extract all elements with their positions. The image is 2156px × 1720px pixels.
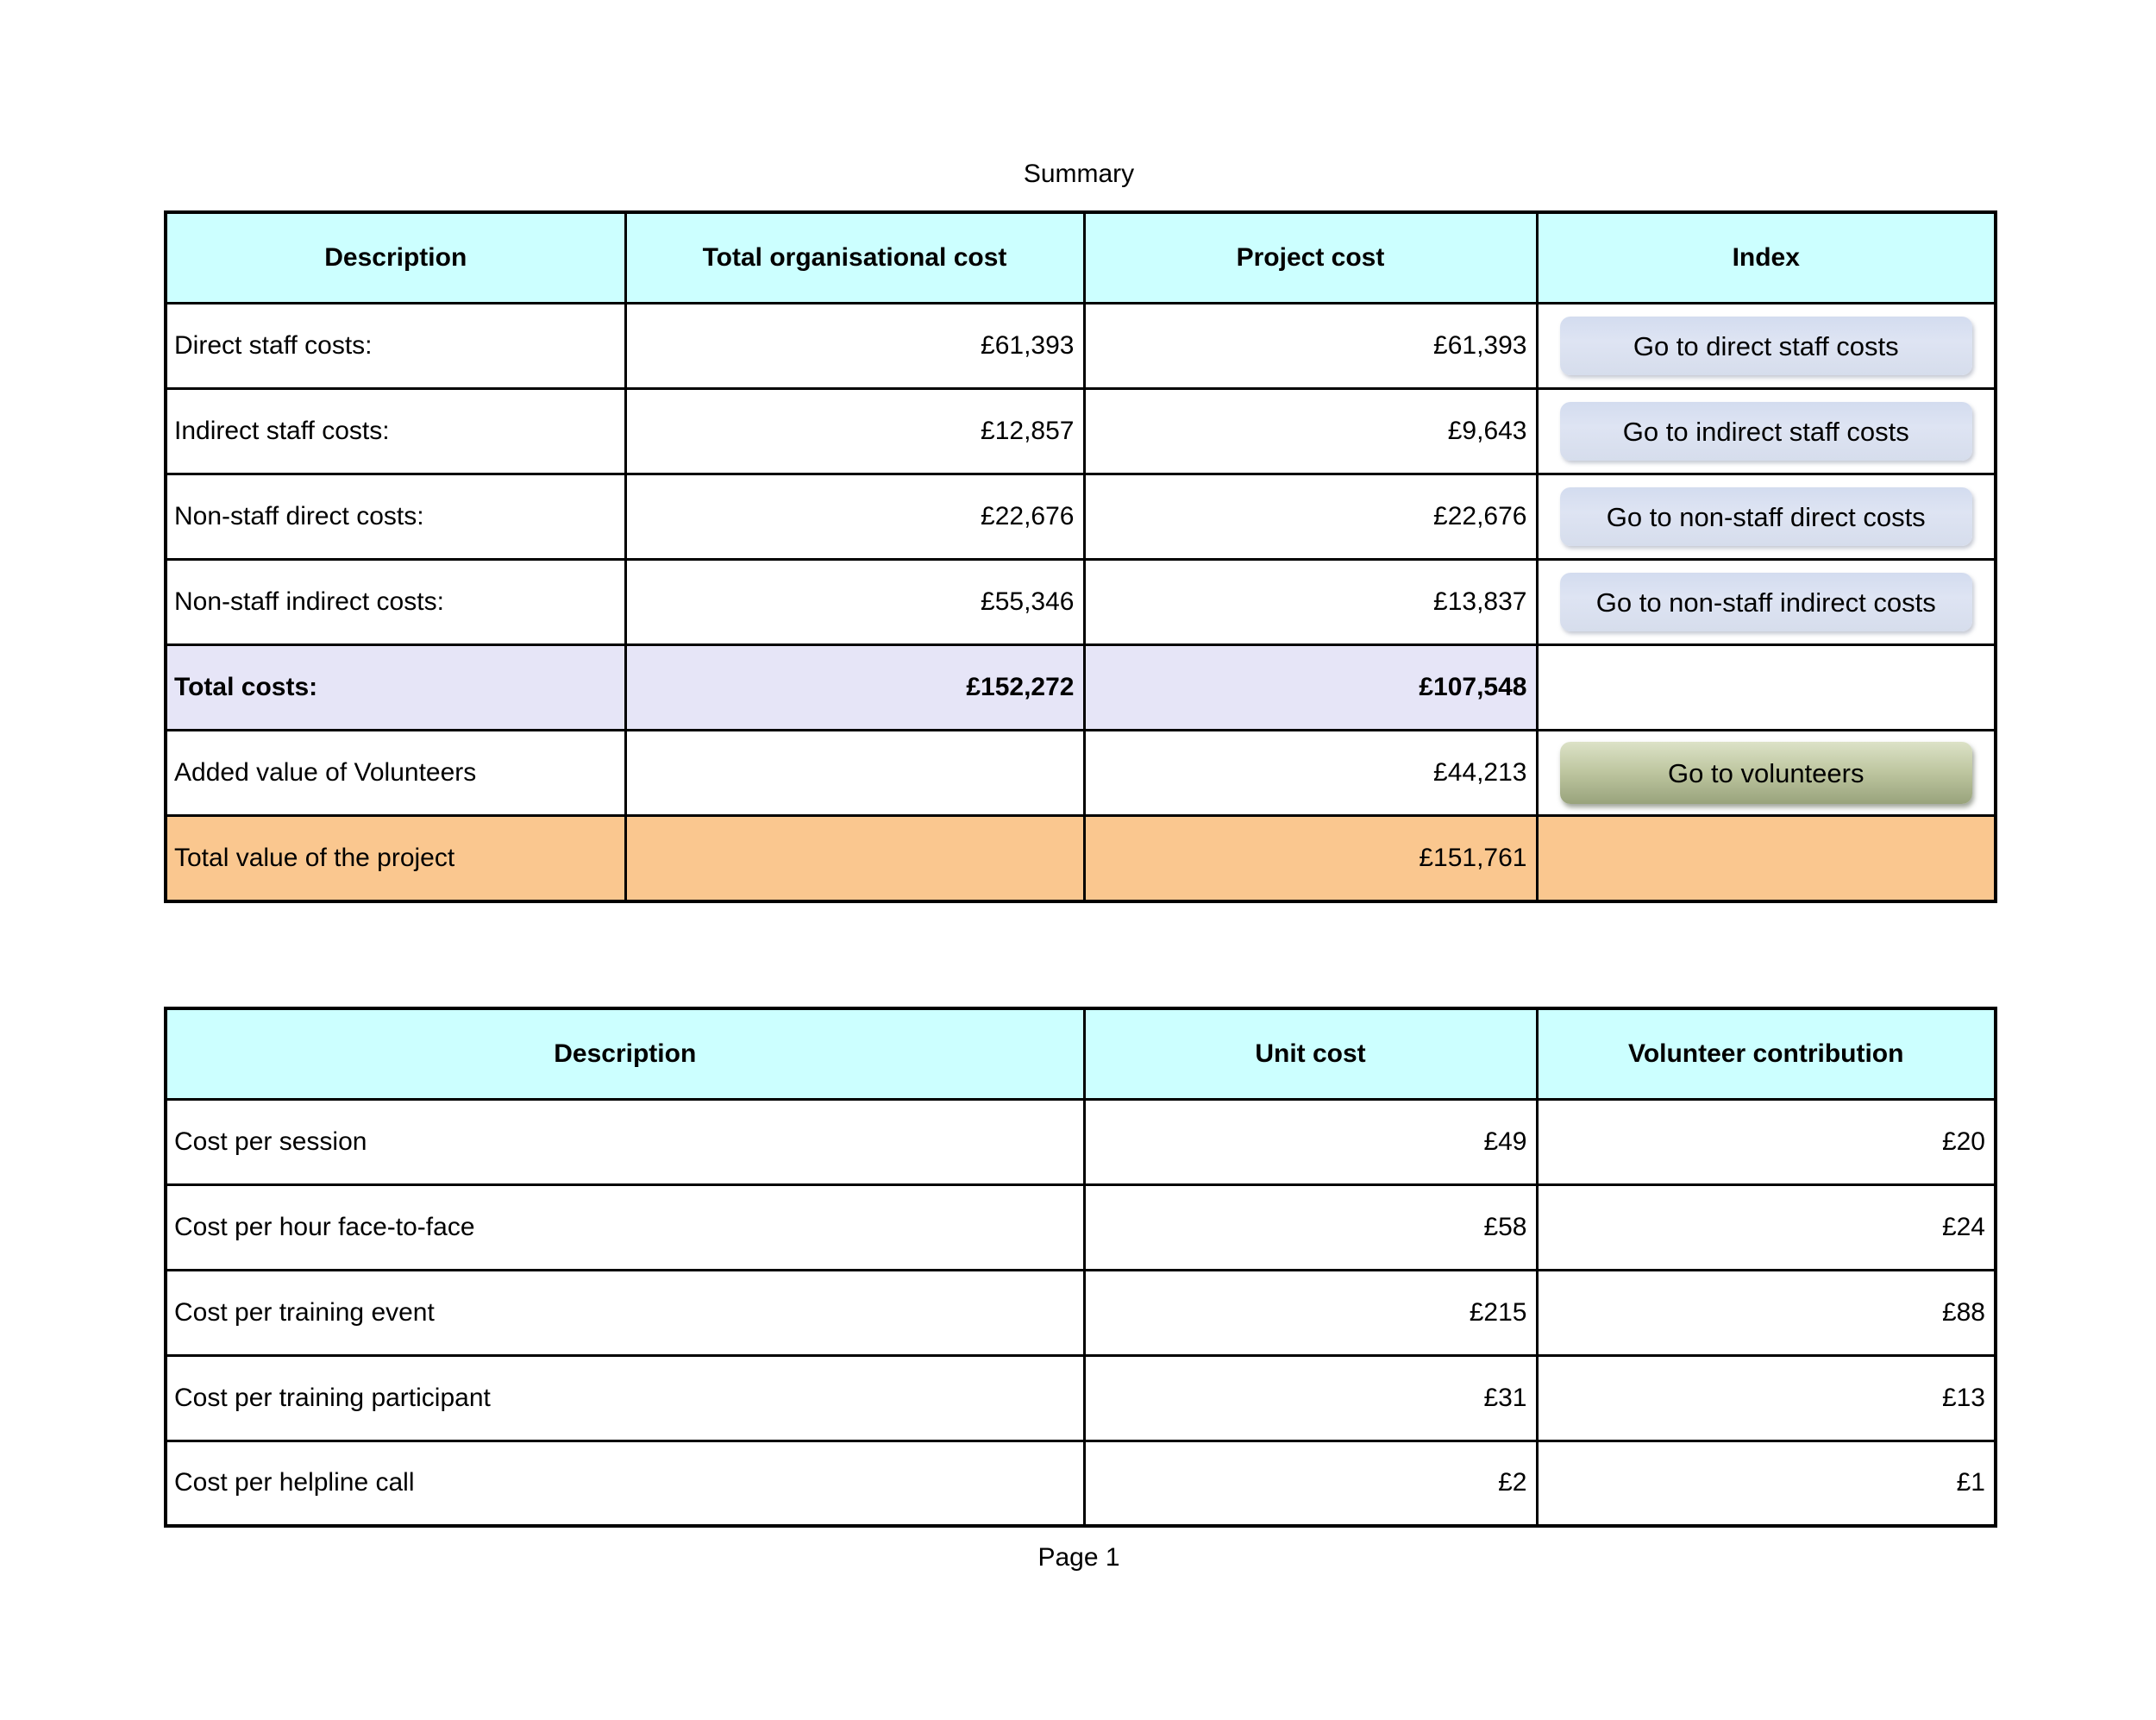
unit-cost-table: [164, 1007, 1997, 1529]
page-title: Summary: [1023, 160, 1135, 188]
go-to-non-staff-direct-costs-button[interactable]: Go to non-staff direct costs: [1560, 487, 1972, 546]
row-label: Direct staff costs:: [166, 304, 625, 389]
column-header-project-cost: Project cost: [1084, 212, 1537, 304]
column-header-total-organisational-cost: Total organisational cost: [625, 212, 1084, 304]
index-cell-empty: [1537, 645, 1996, 731]
org-cost-value: £22,676: [625, 474, 1084, 560]
index-cell: [1537, 389, 1996, 474]
column-header-unit-cost: Unit cost: [1084, 1008, 1537, 1100]
sheet: [164, 0, 1994, 1572]
row-label: Non-staff indirect costs:: [166, 560, 625, 645]
row-label: Cost per hour face-to-face: [166, 1184, 1084, 1270]
volunteer-contribution-value: £13: [1537, 1355, 1996, 1441]
org-cost-value: £152,272: [625, 645, 1084, 731]
row-label: Added value of Volunteers: [166, 731, 625, 816]
org-cost-value: [625, 816, 1084, 901]
project-cost-value: £9,643: [1084, 389, 1537, 474]
index-cell: [1537, 304, 1996, 389]
go-to-non-staff-indirect-costs-button[interactable]: Go to non-staff indirect costs: [1560, 573, 1972, 631]
unit-cost-value: £49: [1084, 1099, 1537, 1184]
unit-cost-value: £2: [1084, 1441, 1537, 1526]
unit-cost-value: £215: [1084, 1270, 1537, 1355]
project-cost-value: £107,548: [1084, 645, 1537, 731]
go-to-direct-staff-costs-button[interactable]: Go to direct staff costs: [1560, 317, 1972, 375]
table-row-non-staff-direct-costs: [166, 474, 1996, 560]
row-label: Indirect staff costs:: [166, 389, 625, 474]
row-label: Cost per helpline call: [166, 1441, 1084, 1526]
table-row-cost-per-session: [166, 1099, 1996, 1184]
row-label: Cost per session: [166, 1099, 1084, 1184]
table-row-added-value-of-volunteers: [166, 731, 1996, 816]
org-cost-value: £61,393: [625, 304, 1084, 389]
row-label: Cost per training participant: [166, 1355, 1084, 1441]
table-row-direct-staff-costs: [166, 304, 1996, 389]
index-cell-empty: [1537, 816, 1996, 901]
table-row-cost-per-training-event: [166, 1270, 1996, 1355]
go-to-volunteers-button[interactable]: Go to volunteers: [1560, 742, 1972, 804]
org-cost-value: £12,857: [625, 389, 1084, 474]
row-label: Non-staff direct costs:: [166, 474, 625, 560]
unit-cost-value: £31: [1084, 1355, 1537, 1441]
column-header-index: Index: [1537, 212, 1996, 304]
index-cell: [1537, 474, 1996, 560]
index-cell: [1537, 731, 1996, 816]
project-cost-value: £13,837: [1084, 560, 1537, 645]
summary-header-row: [166, 212, 1996, 304]
unit-cost-value: £58: [1084, 1184, 1537, 1270]
project-cost-value: £22,676: [1084, 474, 1537, 560]
project-cost-value: £61,393: [1084, 304, 1537, 389]
table-row-indirect-staff-costs: [166, 389, 1996, 474]
table-row-cost-per-helpline-call: [166, 1441, 1996, 1526]
org-cost-value: [625, 731, 1084, 816]
row-label: Total value of the project: [166, 816, 625, 901]
table-row-non-staff-indirect-costs: [166, 560, 1996, 645]
row-label: Cost per training event: [166, 1270, 1084, 1355]
column-header-description: Description: [166, 212, 625, 304]
go-to-indirect-staff-costs-button[interactable]: Go to indirect staff costs: [1560, 402, 1972, 461]
volunteer-contribution-value: £20: [1537, 1099, 1996, 1184]
summary-table: [164, 210, 1997, 903]
volunteer-contribution-value: £88: [1537, 1270, 1996, 1355]
volunteer-contribution-value: £1: [1537, 1441, 1996, 1526]
table-row-cost-per-training-participant: [166, 1355, 1996, 1441]
row-label: Total costs:: [166, 645, 625, 731]
table-row-total-value-of-project: [166, 816, 1996, 901]
index-cell: [1537, 560, 1996, 645]
unit-header-row: [166, 1008, 1996, 1100]
volunteer-contribution-value: £24: [1537, 1184, 1996, 1270]
project-cost-value: £151,761: [1084, 816, 1537, 901]
org-cost-value: £55,346: [625, 560, 1084, 645]
column-header-volunteer-contribution: Volunteer contribution: [1537, 1008, 1996, 1100]
column-header-description: Description: [166, 1008, 1084, 1100]
table-row-total-costs: [166, 645, 1996, 731]
project-cost-value: £44,213: [1084, 731, 1537, 816]
page-number: Page 1: [1037, 1543, 1120, 1572]
table-row-cost-per-hour-face-to-face: [166, 1184, 1996, 1270]
